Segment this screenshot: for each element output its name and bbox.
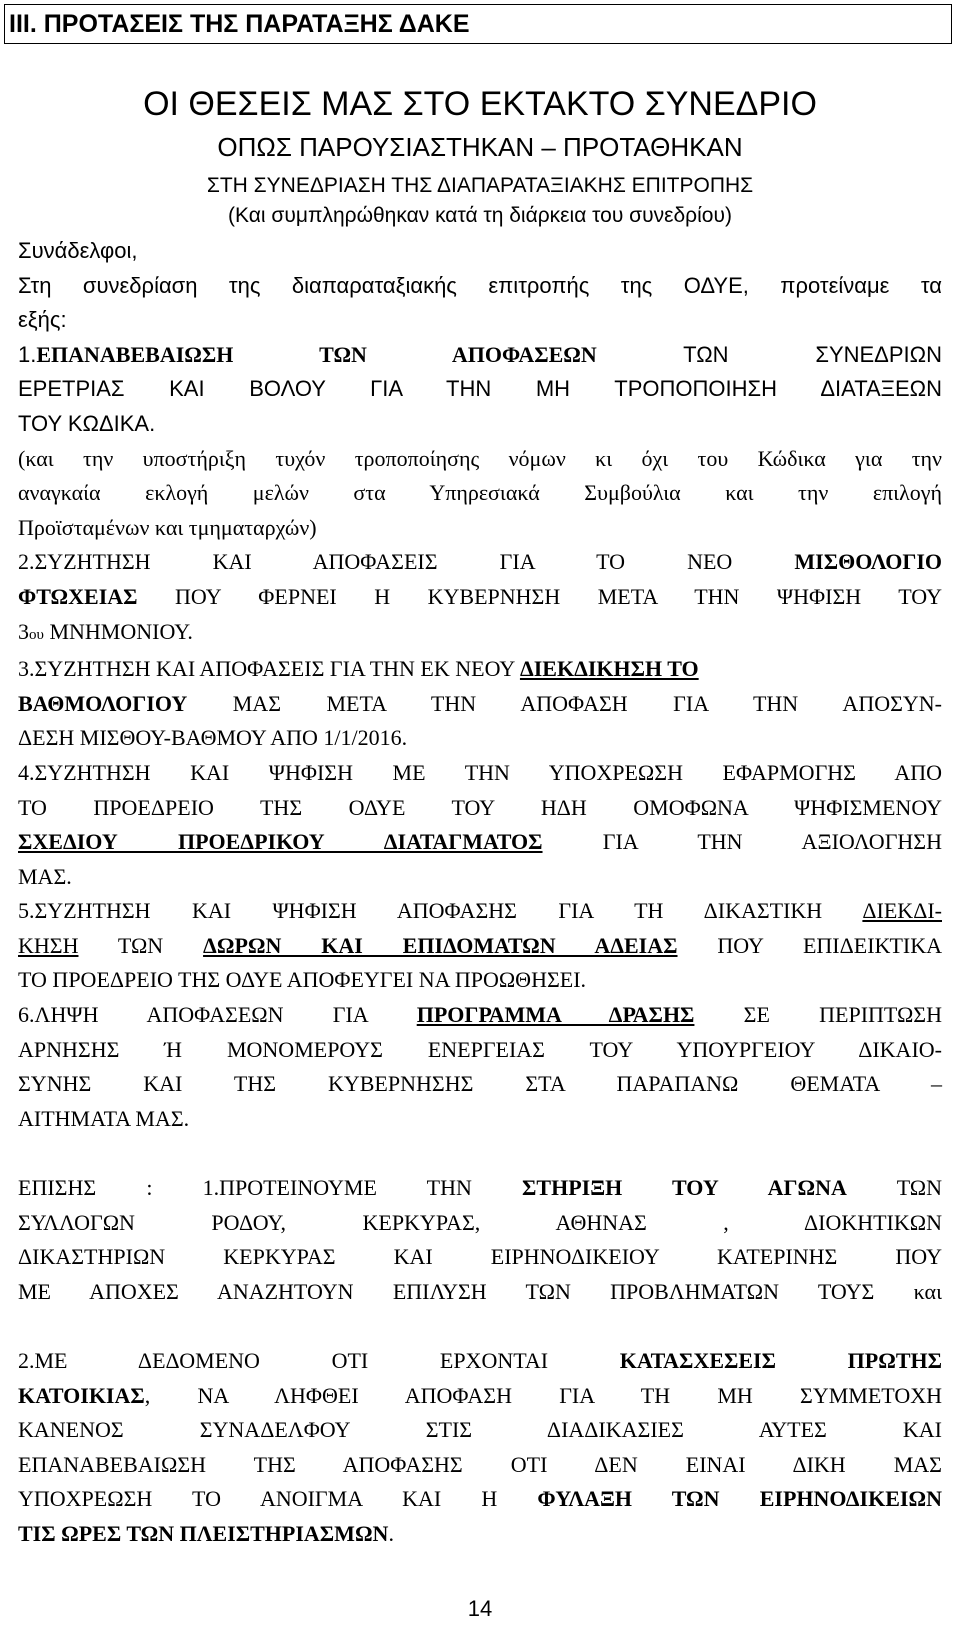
page-number: 14 xyxy=(467,1596,493,1621)
text: ΜΝΗΜΟΝΙΟΥ. xyxy=(43,618,193,644)
item-2-line xyxy=(18,545,942,580)
also-1-line xyxy=(18,1275,942,1310)
bold-text: ΣΤΗΡΙΞΗ ΤΟΥ ΑΓΩΝΑ xyxy=(522,1175,847,1201)
item-1-note: αναγκαία εκλογή μελών στα Υπηρεσιακά Συμβούλια και την επιλογή xyxy=(18,480,942,506)
item-6-line: ΑΡΝΗΣΗΣ Ή ΜΟΝΟΜΕΡΟΥΣ ΕΝΕΡΓΕΙΑΣ ΤΟΥ ΥΠΟΥΡΓΕΙΟΥ ΔΙΚΑΙΟ- xyxy=(18,1036,942,1062)
bold-text: ΦΤΩΧΕΙΑΣ xyxy=(18,583,138,609)
item-4-line: ΜΑΣ. xyxy=(18,863,72,889)
item-1-line: ΤΟΥ ΚΩΔΙΚΑ. xyxy=(18,410,156,436)
also-2-line xyxy=(18,1517,942,1552)
text: ΤΩΝ xyxy=(78,932,204,958)
intro-line: εξής: xyxy=(18,307,67,333)
item-6-line xyxy=(18,998,942,1033)
also-1-line xyxy=(18,1171,942,1206)
item-4-line: ΤΟ ΠΡΟΕΔΡΕΙΟ ΤΗΣ ΟΔΥΕ ΤΟΥ ΗΔΗ ΟΜΟΦΩΝΑ ΨΗΦΙΣΜΕΝΟΥ xyxy=(18,794,942,820)
bold-text: ΒΑΘΜΟΛΟΓΙΟΥ xyxy=(18,690,188,716)
also-2-line xyxy=(18,1344,942,1379)
item-3-line xyxy=(18,652,942,687)
also-2-line xyxy=(18,1482,942,1517)
also-1-line: ΣΥΛΛΟΓΩΝ ΡΟΔΟΥ, ΚΕΡΚΥΡΑΣ, ΑΘΗΝΑΣ , ΔΙΟΚΗΤΙΚΩΝ xyxy=(18,1209,942,1235)
underlined-text: ΔΙΕΚΔΙ- xyxy=(862,898,942,924)
text: ΤΩΝ xyxy=(846,1175,943,1201)
intro-line: Στη συνεδρίαση της διαπαραταξιακής επιτροπής της ΟΔΥΕ, προτείναμε τα xyxy=(18,272,942,298)
text: ΣΕ ΠΕΡΙΠΤΩΣΗ xyxy=(694,1002,942,1028)
document-body xyxy=(18,234,942,1552)
item-5-line xyxy=(18,929,942,964)
paragraph-gap xyxy=(18,1309,942,1344)
text: 2.ΣΥΖΗΤΗΣΗ ΚΑΙ ΑΠΟΦΑΣΕΙΣ ΓΙΑ ΤΟ ΝΕΟ xyxy=(18,549,795,575)
text: 3.ΣΥΖΗΤΗΣΗ ΚΑΙ ΑΠΟΦΑΣΕΙΣ ΓΙΑ ΤΗΝ ΕΚ ΝΕΟΥ xyxy=(18,656,520,682)
item-5-line xyxy=(18,894,942,929)
text: . xyxy=(388,1520,394,1546)
item-4-line: 4.ΣΥΖΗΤΗΣΗ ΚΑΙ ΨΗΦΙΣΗ ΜΕ ΤΗΝ ΥΠΟΧΡΕΩΣΗ ΕΦΑΡΜΟΓΗΣ ΑΠΟ xyxy=(18,759,942,785)
section-header: III. ΠΡΟΤΑΣΕΙΣ ΤΗΣ ΠΑΡΑΤΑΞΗΣ ΔΑΚΕ xyxy=(4,4,952,44)
text: ΜΑΣ ΜΕΤΑ ΤΗΝ ΑΠΟΦΑΣΗ ΓΙΑ ΤΗΝ ΑΠΟΣΥΝ- xyxy=(187,690,942,716)
item-2-line xyxy=(18,580,942,615)
bold-text: ΚΑΤΟΙΚΙΑΣ xyxy=(18,1382,145,1408)
bold-underlined-text: ΣΧΕΔΙΟΥ ΠΡΟΕΔΡΙΚΟΥ ΔΙΑΤΑΓΜΑΤΟΣ xyxy=(18,829,543,855)
bold-text: ΤΙΣ ΩΡΕΣ ΤΩΝ ΠΛΕΙΣΤΗΡΙΑΣΜΩΝ xyxy=(18,1520,389,1546)
text: ΤΩΝ ΣΥΝΕΔΡΙΩΝ xyxy=(596,341,942,367)
subtitle-2: ΣΤΗ ΣΥΝΕΔΡΙΑΣΗ ΤΗΣ ΔΙΑΠΑΡΑΤΑΞΙΑΚΗΣ ΕΠΙΤΡΟΠΗΣ xyxy=(206,174,754,197)
also-2-line xyxy=(18,1379,942,1414)
text: ΕΠΙΣΗΣ : 1.ΠΡΟΤΕΙΝΟΥΜΕ ΤΗΝ xyxy=(18,1175,523,1201)
subtitle-1: ΟΠΩΣ ΠΑΡΟΥΣΙΑΣΤΗΚΑΝ – ΠΡΟΤΑΘΗΚΑΝ xyxy=(217,132,743,162)
text: 5.ΣΥΖΗΤΗΣΗ ΚΑΙ ΨΗΦΙΣΗ ΑΠΟΦΑΣΗΣ ΓΙΑ ΤΗ ΔΙΚΑΣΤΙΚΗ xyxy=(18,898,863,924)
text: ΠΟΥ ΦΕΡΝΕΙ Η ΚΥΒΕΡΝΗΣΗ ΜΕΤΑ ΤΗΝ ΨΗΦΙΣΗ ΤΟΥ xyxy=(137,583,942,609)
item-4-line xyxy=(18,825,942,860)
bold-underlined-text: ΔΙΕΚΔΙΚΗΣΗ ΤΟ xyxy=(519,656,699,682)
underlined-text: ΚΗΣΗ xyxy=(18,932,79,958)
paragraph-gap xyxy=(18,1136,942,1171)
ordinal-suffix: ου xyxy=(29,626,44,643)
text: 2.ΜΕ ΔΕΔΟΜΕΝΟ ΟΤΙ ΕΡΧΟΝΤΑΙ xyxy=(18,1348,620,1373)
bold-underlined-text: ΠΡΟΓΡΑΜΜΑ ΔΡΑΣΗΣ xyxy=(416,1002,695,1028)
also-2-line: ΕΠΑΝΑΒΕΒΑΙΩΣΗ ΤΗΣ ΑΠΟΦΑΣΗΣ ΟΤΙ ΔΕΝ ΕΙΝΑΙ ΔΙΚΗ ΜΑΣ xyxy=(18,1451,942,1477)
text: ΥΠΟΧΡΕΩΣΗ ΤΟ ΑΝΟΙΓΜΑ ΚΑΙ Η xyxy=(18,1486,538,1512)
bold-underlined-text: ΔΩΡΩΝ ΚΑΙ ΕΠΙΔΟΜΑΤΩΝ ΑΔΕΙΑΣ xyxy=(203,932,678,958)
item-6-line: ΣΥΝΗΣ ΚΑΙ ΤΗΣ ΚΥΒΕΡΝΗΣΗΣ ΣΤΑ ΠΑΡΑΠΑΝΩ ΘΕΜΑΤΑ – xyxy=(18,1071,942,1097)
item-2-line xyxy=(18,615,942,653)
item-5-line: ΤΟ ΠΡΟΕΔΡΕΙΟ ΤΗΣ ΟΔΥΕ ΑΠΟΦΕΥΓΕΙ ΝΑ ΠΡΟΩΘΗΣΕΙ. xyxy=(18,967,587,993)
text: ΓΙΑ ΤΗΝ ΑΞΙΟΛΟΓΗΣΗ xyxy=(542,829,942,855)
also-1-line: ΔΙΚΑΣΤΗΡΙΩΝ ΚΕΡΚΥΡΑΣ ΚΑΙ ΕΙΡΗΝΟΔΙΚΕΙΟΥ ΚΑΤΕΡΙΝΗΣ ΠΟΥ xyxy=(18,1244,942,1270)
text: 6.ΛΗΨΗ ΑΠΟΦΑΣΕΩΝ ΓΙΑ xyxy=(18,1002,417,1028)
text: ΜΕ ΑΠΟΧΕΣ ΑΝΑΖΗΤΟΥΝ ΕΠΙΛΥΣΗ ΤΩΝ ΠΡΟΒΛΗΜΑΤΩΝ ΤΟΥΣ xyxy=(18,1278,914,1304)
item-1-note: (και την υποστήριξη τυχόν τροποποίησης νόμων κι όχι του Κώδικα για την xyxy=(18,445,942,471)
bold-text: ΕΠΑΝΑΒΕΒΑΙΩΣΗ ΤΩΝ ΑΠΟΦΑΣΕΩΝ xyxy=(36,341,597,367)
main-title: ΟΙ ΘΕΣΕΙΣ ΜΑΣ ΣΤΟ ΕΚΤΑΚΤΟ ΣΥΝΕΔΡΙΟ xyxy=(143,85,817,123)
text: 3 xyxy=(18,618,29,644)
text: και xyxy=(913,1278,942,1304)
item-1-note: Προϊσταμένων και τμηματαρχών) xyxy=(18,514,317,540)
item-1-line xyxy=(18,338,942,373)
item-6-line: ΑΙΤΗΜΑΤΑ ΜΑΣ. xyxy=(18,1105,190,1131)
text: ΠΟΥ ΕΠΙΔΕΙΚΤΙΚΑ xyxy=(677,932,942,958)
item-3-line: ΔΕΣΗ ΜΙΣΘΟΥ-ΒΑΘΜΟΥ ΑΠΟ 1/1/2016. xyxy=(18,725,408,751)
bold-text: ΜΙΣΘΟΛΟΓΙΟ xyxy=(794,549,942,575)
bold-text: ΦΥΛΑΞΗ ΤΩΝ ΕΙΡΗΝΟΔΙΚΕΙΩΝ xyxy=(537,1486,942,1512)
item-number: 1. xyxy=(18,341,37,367)
greeting: Συνάδελφοι, xyxy=(18,238,138,263)
also-2-line: ΚΑΝΕΝΟΣ ΣΥΝΑΔΕΛΦΟΥ ΣΤΙΣ ΔΙΑΔΙΚΑΣΙΕΣ ΑΥΤΕΣ ΚΑΙ xyxy=(18,1417,942,1443)
item-1-line: ΕΡΕΤΡΙΑΣ ΚΑΙ ΒΟΛΟΥ ΓΙΑ ΤΗΝ ΜΗ ΤΡΟΠΟΠΟΙΗΣΗ ΔΙΑΤΑΞΕΩΝ xyxy=(18,376,942,402)
bold-text: ΚΑΤΑΣΧΕΣΕΙΣ ΠΡΩΤΗΣ xyxy=(619,1348,942,1373)
subtitle-3: (Και συμπληρώθηκαν κατά τη διάρκεια του συνεδρίου) xyxy=(228,204,732,227)
text: , ΝΑ ΛΗΦΘΕΙ ΑΠΟΦΑΣΗ ΓΙΑ ΤΗ ΜΗ ΣΥΜΜΕΤΟΧΗ xyxy=(144,1382,942,1408)
item-3-line xyxy=(18,687,942,722)
